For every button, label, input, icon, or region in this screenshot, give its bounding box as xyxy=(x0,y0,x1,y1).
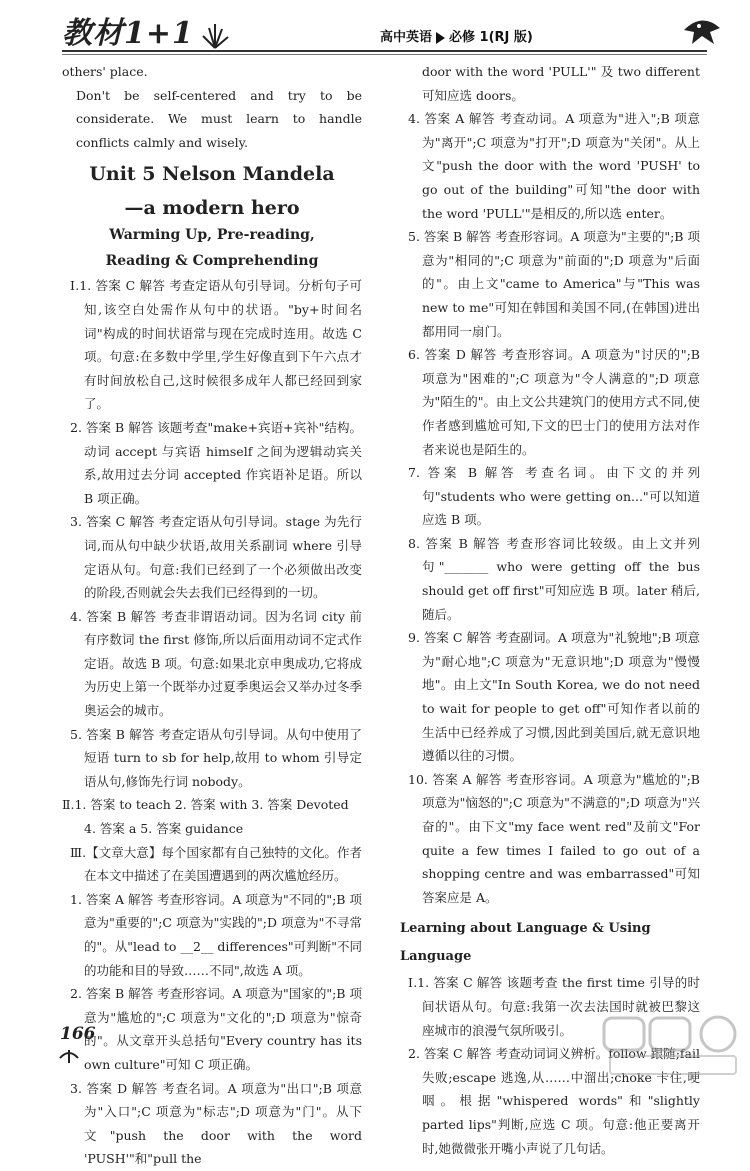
plant-decoration-icon xyxy=(195,20,235,50)
right-paragraph: 7. 答案 B 解答 考查名词。由下文的并列句"students who were getting on..."可以知道应选 B 项。 xyxy=(408,465,700,528)
mascot-icon xyxy=(680,10,724,48)
left-paragraph: Unit 5 Nelson Mandela xyxy=(89,163,335,186)
header-rule xyxy=(62,50,707,52)
left-column xyxy=(62,60,362,1171)
left-paragraph: 3. 答案 C 解答 考查定语从句引导词。stage 为先行词,而从句中缺少状语,故用关系副词 where 引导定语从句。句意:我们已经到了一个必须做出改变的阶段,否则就会失去我们已经得到的一切。 xyxy=(70,514,362,601)
left-paragraph: 2. 答案 B 解答 该题考查"make+宾语+宾补"结构。动词 accept 与宾语 himself 之间为逻辑动宾关系,故用过去分词 accepted 作宾语补足语。所以 B 项正确。 xyxy=(70,419,362,506)
right-paragraph: 10. 答案 A 解答 考查形容词。A 项意为"尴尬的";B 项意为"恼怒的";C 项意为"不满意的";D 项意为"兴奋的"。由下文"my face went red"及前文"For quite a few times I failed to go out of a shopping centre and was embarrassed"可知答案应是 A。 xyxy=(408,771,700,905)
right-paragraph: door with the word 'PULL'" 及 two different 可知应选 doors。 xyxy=(422,64,700,103)
right-paragraph: 9. 答案 C 解答 考查副词。A 项意为"礼貌地";B 项意为"耐心地";C 项意为"无意识地";D 项意为"慢慢地"。由上文"In South Korea, we do not need to wait for people to get off"可知作者以前的生活中已经养成了习惯,因此到美国后,就无意识地遵循以往的习惯。 xyxy=(408,630,700,764)
left-paragraph: 2. 答案 B 解答 考查形容词。A 项意为"国家的";B 项意为"尴尬的";C 项意为"文化的";D 项意为"惊奇的"。从文章开头总括句"Every country has its own culture"可知 C 项正确。 xyxy=(70,986,362,1072)
left-paragraph: —a modern hero xyxy=(124,197,300,220)
subject-label: 高中英语 xyxy=(380,30,433,45)
left-paragraph: Ⅰ.1. 答案 C 解答 考查定语从句引导词。分析句子可知,该空白处需作从句中的状语。"by+时间名词"构成的时间状语常与现在完成时连用。故选 C 项。句意:在多数中学里,学生好像直到下午六点才有时间放松自己,这时候很多成年人都已经回到家了。 xyxy=(70,278,362,412)
right-paragraph: Ⅰ.1. 答案 C 解答 该题考查 the first time 引导的时间状语从句。句意:我第一次去法国时就被巴黎这座城市的浪漫气氛所吸引。 xyxy=(408,975,700,1038)
arrow-right-icon xyxy=(436,32,445,44)
left-paragraph: Don't be self-centered and try to be considerate. We must learn to handle conflicts calmly and wisely. xyxy=(76,87,362,150)
right-paragraph: Learning about Language & Using Language xyxy=(400,921,651,965)
page-header xyxy=(0,0,750,58)
left-paragraph: 5. 答案 B 解答 考查定语从句引导词。从句中使用了短语 turn to sb for help,故用 to whom 引导定语从句,修饰先行词 nobody。 xyxy=(70,726,362,789)
left-paragraph: others' place. xyxy=(62,64,148,79)
book-logo: 教材1+1 xyxy=(62,16,194,51)
right-paragraph: 4. 答案 A 解答 考查动词。A 项意为"进入";B 项意为"离开";C 项意为"打开";D 项意为"关闭"。从上文"push the door with the word 'PUSH' to go out of the building"可知"the door with the word 'PULL'"是相反的,所以选 enter。 xyxy=(408,111,700,221)
left-paragraph: 4. 答案 a 5. 答案 guidance xyxy=(84,821,244,837)
right-paragraph: 8. 答案 B 解答 考查形容词比较级。由上文并列句"_______ who were getting off the bus should get off first"可知应选 B 项。later 稍后,随后。 xyxy=(408,535,700,622)
right-column xyxy=(400,60,700,1160)
book-label: 必修 1(RJ 版) xyxy=(449,30,533,45)
left-paragraph: Reading & Comprehending xyxy=(105,253,319,270)
left-paragraph: 4. 答案 B 解答 考查非谓语动词。因为名词 city 前有序数词 the first 修饰,所以后面用动词不定式作定语。故选 B 项。句意:如果北京申奥成功,它将成为历史上第一个既举办过夏季奥运会又举办过冬季奥运会的城市。 xyxy=(70,608,362,719)
left-paragraph: Ⅲ.【文章大意】每个国家都有自己独特的文化。作者在本文中描述了在美国遭遇到的两次尴尬经历。 xyxy=(70,844,362,884)
watermark-logo xyxy=(600,1012,745,1078)
header-rule-thin xyxy=(62,54,707,55)
right-paragraph: 5. 答案 B 解答 考查形容词。A 项意为"主要的";B 项意为"相同的";C 项意为"前面的";D 项意为"后面的"。由上文"came to America"与"This was new to me"可知在韩国和美国不同,(在韩国)进出都用同一扇门。 xyxy=(408,229,700,339)
right-paragraph: 2. 答案 C 解答 考查动词词义辨析。follow 跟随;fail 失败;escape 逃逸,从……中溜出;choke 卡住,哽咽。根据"whispered words"和"slightly parted lips"判断,应选 C 项。句意:他正要离开时,她微微张开嘴小声说了几句话。 xyxy=(408,1046,700,1156)
left-paragraph: 1. 答案 A 解答 考查形容词。A 项意为"不同的";B 项意为"重要的";C 项意为"实践的";D 项意为"不寻常的"。从"lead to __2__ differences"可判断"不同的功能和目的导致……不同",故选 A 项。 xyxy=(70,891,362,978)
leaf-decoration-icon xyxy=(58,1046,80,1064)
left-paragraph: Warming Up, Pre-reading, xyxy=(109,227,315,244)
header-course-info xyxy=(380,26,533,45)
page-number: 166 xyxy=(60,1024,96,1044)
left-paragraph: 3. 答案 D 解答 考查名词。A 项意为"出口";B 项意为"入口";C 项意为"标志";D 项意为"门"。从下文"push the door with the word 'PUSH'"和"pull the xyxy=(70,1080,362,1167)
right-paragraph: 6. 答案 D 解答 考查形容词。A 项意为"讨厌的";B 项意为"困难的";C 项意为"令人满意的";D 项意为"陌生的"。由上文公共建筑门的使用方式不同,使作者感到尴尬可知,下文的巴士门的使用方法对作者来说也是陌生的。 xyxy=(408,347,700,457)
left-paragraph: Ⅱ.1. 答案 to teach 2. 答案 with 3. 答案 Devoted xyxy=(62,797,349,813)
